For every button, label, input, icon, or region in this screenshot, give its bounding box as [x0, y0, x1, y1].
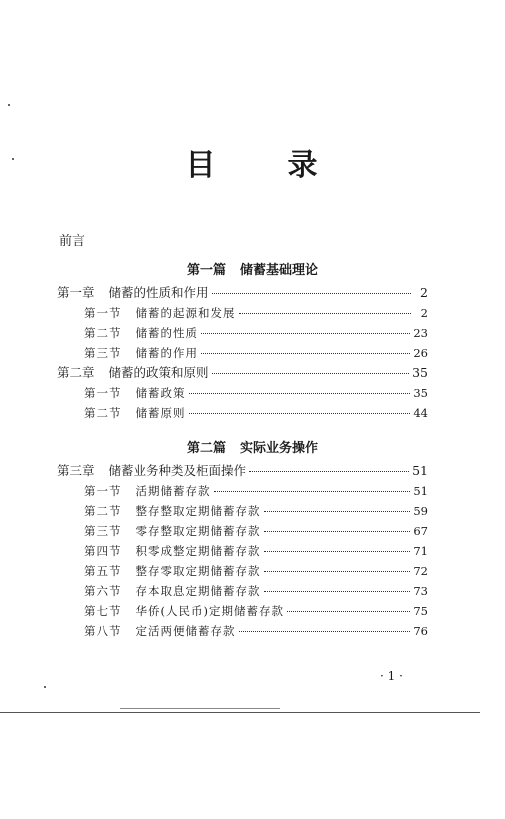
toc-entry-section [84, 542, 428, 560]
scan-speck [8, 104, 10, 106]
toc-entry-section [84, 482, 428, 500]
page-number: 71 [413, 544, 428, 558]
page-number: 26 [413, 346, 428, 360]
leader-dots [189, 393, 411, 394]
part-name: 储蓄基础理论 [240, 263, 319, 278]
leader-dots [264, 571, 411, 572]
toc-entry-section [84, 324, 428, 342]
section-name: 整存整取定期储蓄存款 [135, 504, 261, 518]
scan-speck [12, 158, 14, 160]
title-char-1: 目 [185, 148, 218, 183]
leader-dots [264, 511, 411, 512]
section-name: 储蓄政策 [135, 386, 186, 400]
toc-entry-section [84, 582, 428, 600]
section-label: 第五节 [84, 564, 122, 578]
leader-dots [264, 551, 411, 552]
leader-dots [287, 611, 410, 612]
page-number: 35 [413, 386, 428, 400]
part-heading-1 [0, 259, 505, 278]
leader-dots [201, 353, 410, 354]
page-number: 72 [413, 564, 428, 578]
page-number: 51 [413, 484, 428, 498]
chapter-name: 储蓄的性质和作用 [108, 285, 209, 300]
section-label: 第二节 [84, 406, 122, 420]
page-number: 73 [413, 584, 428, 598]
leader-dots [212, 373, 410, 374]
section-label: 第六节 [84, 584, 122, 598]
toc-entry-section [84, 384, 428, 402]
toc-entry-section [84, 522, 428, 540]
section-label: 第二节 [84, 326, 122, 340]
leader-dots [201, 333, 410, 334]
section-label: 第一节 [84, 484, 122, 498]
page-number: 51 [412, 463, 428, 478]
toc-entry-section [84, 344, 428, 362]
section-name: 活期储蓄存款 [135, 484, 211, 498]
section-name: 存本取息定期储蓄存款 [135, 584, 261, 598]
scan-speck [44, 686, 46, 688]
section-name: 整存零取定期储蓄存款 [135, 564, 261, 578]
page-number: 23 [413, 326, 428, 340]
page-number: 76 [413, 624, 428, 638]
section-label: 第七节 [84, 604, 122, 618]
toc-entry-section [84, 304, 428, 322]
chapter-label: 第三章 [57, 463, 95, 478]
part-heading-2 [0, 437, 505, 456]
toc-entry-section [84, 562, 428, 580]
folio: · 1 · [380, 669, 403, 683]
part-label: 第二篇 [186, 441, 226, 456]
section-label: 第三节 [84, 346, 122, 360]
section-name: 积零成整定期储蓄存款 [135, 544, 261, 558]
section-label: 第一节 [84, 306, 122, 320]
page-number: 2 [420, 285, 428, 300]
chapter-name: 储蓄的政策和原则 [108, 365, 209, 380]
toc-entry-section [84, 622, 428, 640]
leader-dots [264, 591, 411, 592]
leader-dots [239, 631, 411, 632]
leader-dots [189, 413, 411, 414]
toc-entry-section [84, 602, 428, 620]
leader-dots [264, 531, 411, 532]
section-name: 定活两便储蓄存款 [135, 624, 236, 638]
toc-entry-chapter [57, 364, 428, 382]
page-number: 2 [420, 306, 428, 320]
leader-dots [239, 313, 412, 314]
page-number: 67 [413, 524, 428, 538]
leader-dots [212, 293, 411, 294]
title-char-2: 录 [287, 148, 320, 183]
part-name: 实际业务操作 [240, 441, 319, 456]
scan-line [120, 708, 280, 709]
page-number: 44 [413, 406, 428, 420]
section-name: 储蓄原则 [135, 406, 186, 420]
leader-dots [249, 471, 409, 472]
section-name: 储蓄的起源和发展 [135, 306, 236, 320]
toc-entry-chapter [57, 284, 428, 302]
section-name: 储蓄的作用 [135, 346, 198, 360]
section-label: 第八节 [84, 624, 122, 638]
chapter-label: 第一章 [57, 285, 95, 300]
page-number: 75 [413, 604, 428, 618]
part-label: 第一篇 [186, 263, 226, 278]
leader-dots [214, 491, 411, 492]
section-name: 零存整取定期储蓄存款 [135, 524, 261, 538]
toc-entry-section [84, 404, 428, 422]
page-title [0, 140, 505, 184]
section-label: 第三节 [84, 524, 122, 538]
toc-entry-preface: 前言 [59, 234, 86, 249]
page-bottom-rule [0, 712, 480, 713]
chapter-name: 储蓄业务种类及柜面操作 [108, 463, 247, 478]
toc-entry-section [84, 502, 428, 520]
page-number: 59 [413, 504, 428, 518]
chapter-label: 第二章 [57, 365, 95, 380]
section-label: 第二节 [84, 504, 122, 518]
section-label: 第四节 [84, 544, 122, 558]
section-name: 华侨(人民币)定期储蓄存款 [135, 604, 284, 618]
section-label: 第一节 [84, 386, 122, 400]
section-name: 储蓄的性质 [135, 326, 198, 340]
toc-entry-chapter [57, 462, 428, 480]
page-number: 35 [412, 365, 428, 380]
